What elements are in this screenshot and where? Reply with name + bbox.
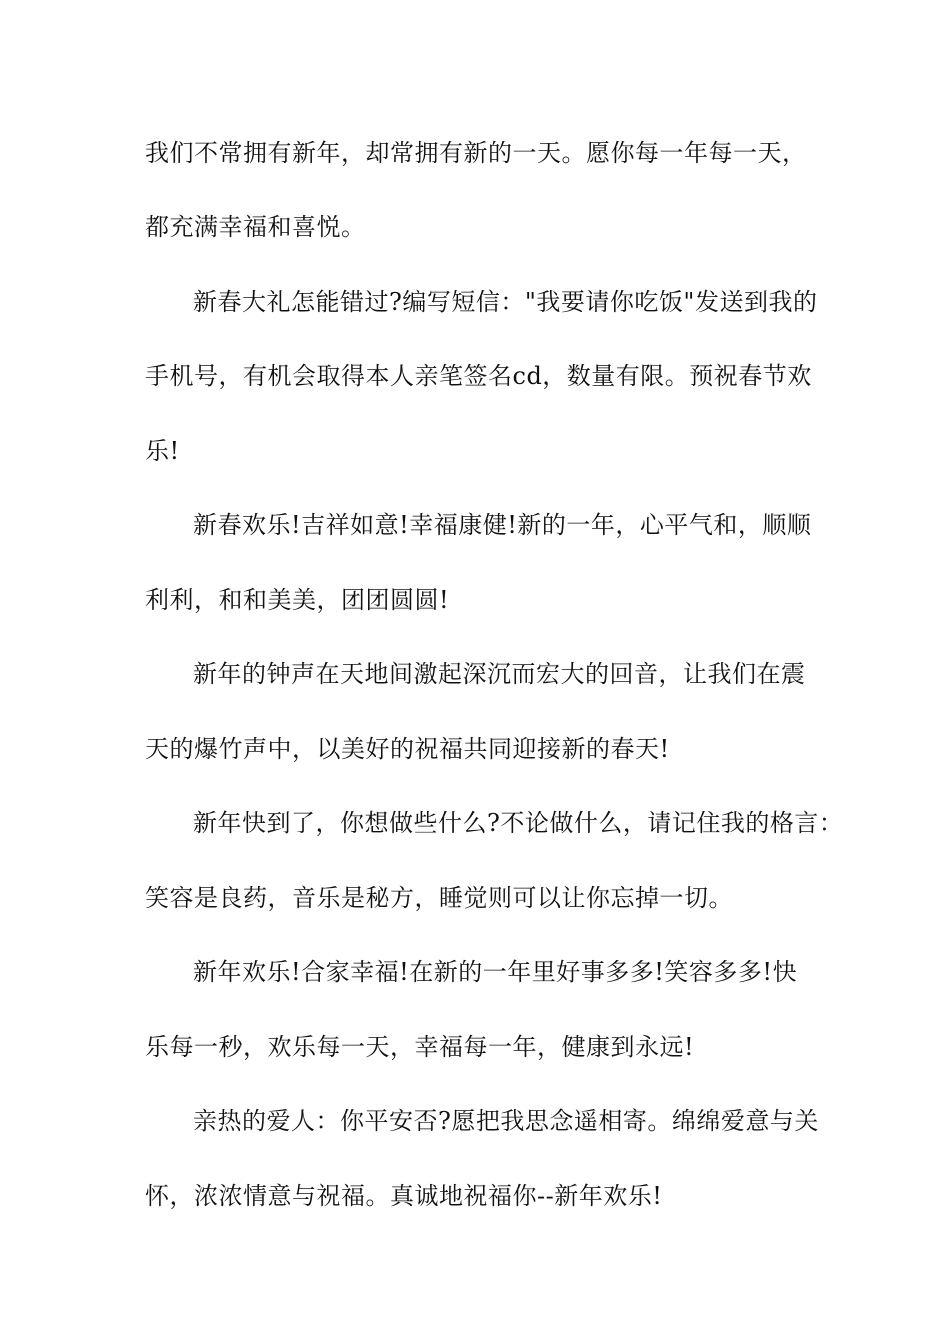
text-line-8: 新年的钟声在天地间激起深沉而宏大的回音，让我们在震 [193,660,806,688]
text-line-14: 亲热的爱人：你平安否?愿把我思念遥相寄。绵绵爱意与关 [193,1107,819,1135]
text-line-9: 天的爆竹声中，以美好的祝福共同迎接新的春天! [145,735,670,763]
text-line-13: 乐每一秒，欢乐每一天，幸福每一年，健康到永远! [145,1033,695,1061]
text-line-11: 笑容是良药，音乐是秘方，睡觉则可以让你忘掉一切。 [145,884,733,912]
text-line-3: 新春大礼怎能错过?编写短信："我要请你吃饭"发送到我的 [193,288,818,316]
text-line-7: 利利，和和美美，团团圆圆! [145,586,450,614]
text-line-2: 都充满幸福和喜悦。 [145,213,366,241]
text-line-12: 新年欢乐!合家幸福!在新的一年里好事多多!笑容多多!快 [193,958,798,986]
text-line-4: 手机号，有机会取得本人亲笔签名cd，数量有限。预祝春节欢 [145,362,812,390]
text-line-1: 我们不常拥有新年，却常拥有新的一天。愿你每一年每一天， [145,139,807,167]
text-line-5: 乐! [145,437,180,465]
text-line-6: 新春欢乐!吉祥如意!幸福康健!新的一年，心平气和，顺顺 [193,511,812,539]
text-line-15: 怀，浓浓情意与祝福。真诚地祝福你--新年欢乐! [145,1182,663,1210]
text-line-10: 新年快到了，你想做些什么?不论做什么，请记住我的格言： [193,809,844,837]
